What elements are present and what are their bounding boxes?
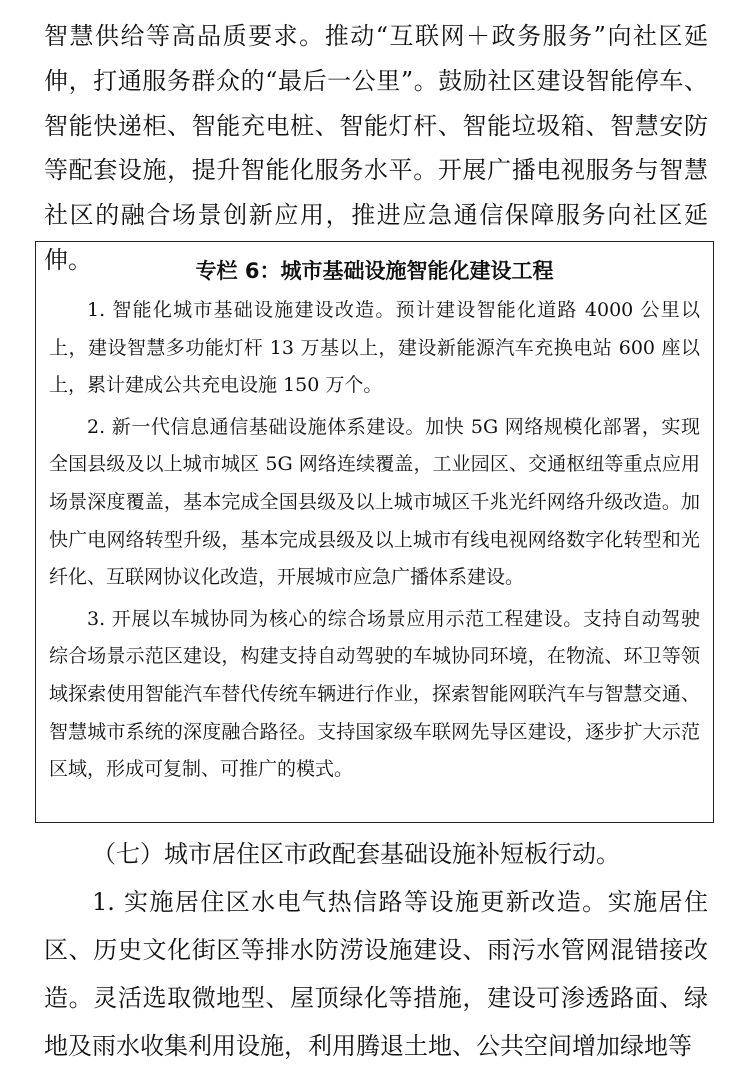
column-box-title: 专栏 6：城市基础设施智能化建设工程	[195, 259, 554, 283]
column-box-item-3: 3. 开展以车城协同为核心的综合场景应用示范工程建设。支持自动驾驶综合场景示范区建设，构建支持自动驾驶的车城协同环境，在物流、环卫等领域探索使用智能汽车替代传统车辆进行作业，探索智能网联汽车与智慧交通、智慧城市系统的深度融合路径。支持国家级车联网先导区建设，逐步扩大示范区域，形成可复制、可推广的模式。	[49, 607, 700, 781]
column-box-item-1: 1. 智能化城市基础设施建设改造。预计建设智能化道路 4000 公里以上，建设智慧多功能灯杆 13 万基以上，建设新能源汽车充换电站 600 座以上，累计建成公共充电设施 150 万个。	[49, 299, 700, 397]
column-box	[35, 241, 714, 823]
body-paragraph: 1. 实施居住区水电气热信路等设施更新改造。实施居住区、历史文化街区等排水防涝设施建设、雨污水管网混错接改造。灵活选取微地型、屋顶绿化等措施，建设可渗透路面、绿地及雨水收集利用设施，利用腾退土地、公共空间增加绿地等	[44, 888, 708, 1060]
column-box-item-2: 2. 新一代信息通信基础设施体系建设。加快 5G 网络规模化部署，实现全国县级及以上城市城区 5G 网络连续覆盖，工业园区、交通枢纽等重点应用场景深度覆盖，基本完成全国县级及以上城市城区千兆光纤网络升级改造。加快广电网络转型升级，基本完成县级及以上城市有线电视网络数字化转型和光纤化、互联网协议化改造，开展城市应急广播体系建设。	[49, 415, 700, 589]
section-heading: （七）城市居住区市政配套基础设施补短板行动。	[92, 840, 620, 868]
intro-paragraph: 智慧供给等高品质要求。推动“互联网＋政务服务”向社区延伸，打通服务群众的“最后一公里”。鼓励社区建设智能停车、智能快递柜、智能充电桩、智能灯杆、智能垃圾箱、智慧安防等配套设施，提升智能化服务水平。开展广播电视服务与智慧社区的融合场景创新应用，推进应急通信保障服务向社区延伸。	[44, 22, 708, 274]
